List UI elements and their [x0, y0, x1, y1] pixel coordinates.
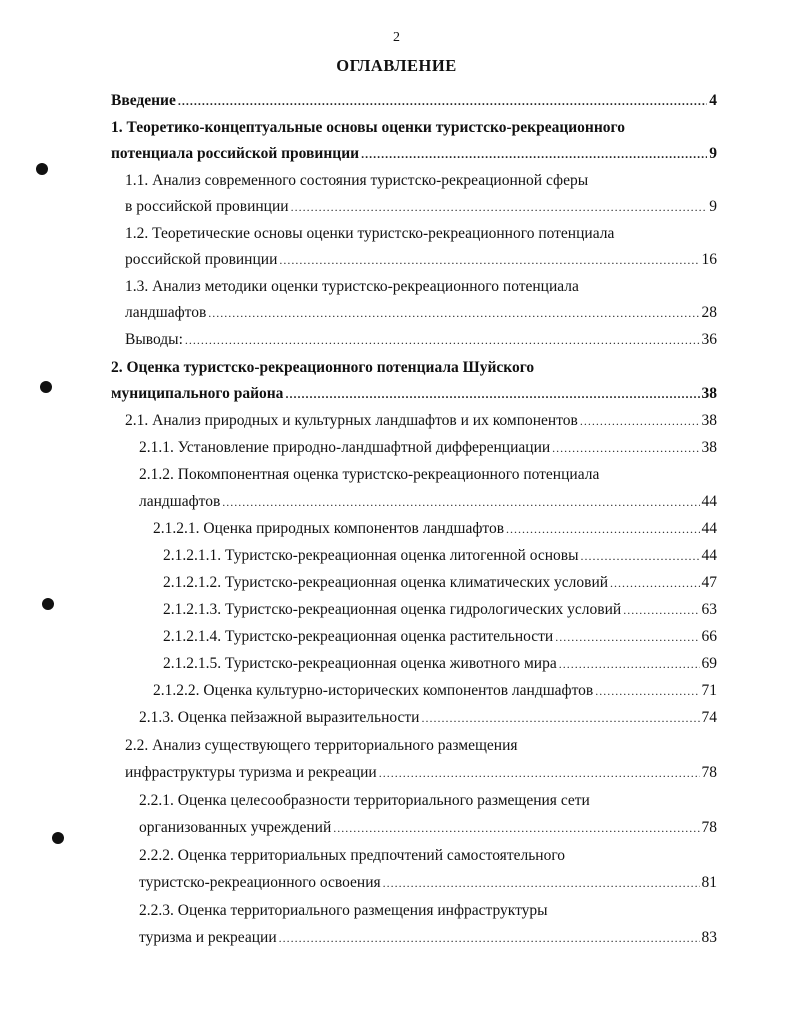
- toc-entry[interactable]: [111, 381, 717, 407]
- toc-entry-title: организованных учреждений: [139, 819, 332, 836]
- dot-leader: [178, 88, 707, 114]
- binder-hole-mark: [40, 381, 52, 393]
- dot-leader: [506, 516, 699, 542]
- toc-entry-title: 2.1.2.1.5. Туристско-рекреационная оценка животного мира: [163, 655, 557, 672]
- toc-entry-title: 2.1.2.1.2. Туристско-рекреационная оценка климатических условий: [163, 574, 609, 591]
- toc-entry-page: 63: [701, 601, 717, 618]
- toc-entry[interactable]: [125, 247, 717, 273]
- dot-leader: [610, 570, 699, 596]
- dot-leader: [552, 435, 699, 461]
- toc-entry-line: 2.1.2. Покомпонентная оценка туристско-рекреационного потенциала: [139, 466, 600, 483]
- toc-entry-page: 9: [709, 145, 717, 162]
- dot-leader: [279, 925, 700, 951]
- toc-entry-title: туристско-рекреационного освоения: [139, 874, 381, 891]
- toc-entry-title: ландшафтов: [125, 304, 207, 321]
- toc-entry-line: 1.2. Теоретические основы оценки туристско-рекреационного потенциала: [125, 225, 615, 242]
- toc-entry-page: 44: [701, 493, 717, 510]
- dot-leader: [559, 651, 700, 677]
- dot-leader: [361, 141, 707, 167]
- dot-leader: [279, 247, 699, 273]
- toc-entry[interactable]: [139, 870, 717, 896]
- toc-entry-title: Выводы:: [125, 331, 183, 348]
- toc-entry-page: 47: [701, 574, 717, 591]
- toc-entry-title: 2.1.1. Установление природно-ландшафтной дифференциации: [139, 439, 551, 456]
- toc-entry[interactable]: [163, 597, 717, 623]
- toc-entry-line: 2. Оценка туристско-рекреационного потенциала Шуйского: [111, 359, 535, 376]
- toc-entry-page: 38: [701, 439, 717, 456]
- toc-entry-title: Введение: [111, 92, 176, 109]
- dot-leader: [185, 327, 700, 353]
- toc-entry[interactable]: [125, 408, 717, 434]
- toc-entry[interactable]: [163, 651, 717, 677]
- toc-entry-title: ландшафтов: [139, 493, 221, 510]
- toc-entry-page: 28: [701, 304, 717, 321]
- toc-entry-title: 2.1.2.1.1. Туристско-рекреационная оценка литогенной основы: [163, 547, 579, 564]
- dot-leader: [580, 408, 700, 434]
- toc-entry[interactable]: [139, 489, 717, 515]
- toc-entry-page: 9: [709, 198, 717, 215]
- toc-entry-title: потенциала российской провинции: [111, 145, 360, 162]
- dot-leader: [291, 194, 708, 220]
- toc-entry-page: 69: [701, 655, 717, 672]
- toc-entry[interactable]: [163, 570, 717, 596]
- toc-entry-line: 2.2.1. Оценка целесообразности территориального размещения сети: [139, 792, 590, 809]
- toc-entry-page: 38: [701, 385, 717, 402]
- toc-entry-title: муниципального района: [111, 385, 284, 402]
- toc-entry-line: 2.2. Анализ существующего территориального размещения: [125, 737, 518, 754]
- toc-entry-page: 78: [701, 764, 717, 781]
- toc-entry-title: 2.1.2.1.4. Туристско-рекреационная оценка растительности: [163, 628, 554, 645]
- toc-entry-title: инфраструктуры туризма и рекреации: [125, 764, 377, 781]
- dot-leader: [285, 381, 699, 407]
- dot-leader: [222, 489, 699, 515]
- dot-leader: [383, 870, 700, 896]
- toc-entry[interactable]: [139, 815, 717, 841]
- binder-hole-mark: [36, 163, 48, 175]
- toc-entry[interactable]: [153, 678, 717, 704]
- toc-entry-page: 38: [701, 412, 717, 429]
- toc-entry[interactable]: [153, 516, 717, 542]
- toc-entry-page: 44: [701, 520, 717, 537]
- toc-entry-page: 66: [701, 628, 717, 645]
- toc-entry-line: 1.1. Анализ современного состояния туристско-рекреационной сферы: [125, 172, 589, 189]
- dot-leader: [379, 760, 700, 786]
- toc-entry-page: 74: [701, 709, 717, 726]
- toc-entry[interactable]: [111, 88, 717, 114]
- toc-entry[interactable]: [125, 194, 717, 220]
- dot-leader: [421, 705, 699, 731]
- toc-entry-page: 83: [701, 929, 717, 946]
- toc-entry-page: 81: [701, 874, 717, 891]
- toc-entry-title: в российской провинции: [125, 198, 289, 215]
- toc-entry-line: 2.2.3. Оценка территориального размещения инфраструктуры: [139, 902, 548, 919]
- toc-entry[interactable]: [139, 705, 717, 731]
- toc-entry[interactable]: [125, 760, 717, 786]
- toc-entry[interactable]: [163, 543, 717, 569]
- binder-hole-mark: [52, 832, 64, 844]
- toc-entry-line: 2.2.2. Оценка территориальных предпочтений самостоятельного: [139, 847, 566, 864]
- toc-entry-title: 2.1.2.2. Оценка культурно-исторических компонентов ландшафтов: [153, 682, 594, 699]
- toc-entry-page: 16: [701, 251, 717, 268]
- dot-leader: [595, 678, 699, 704]
- dot-leader: [581, 543, 700, 569]
- page-title: ОГЛАВЛЕНИЕ: [336, 56, 457, 75]
- dot-leader: [623, 597, 699, 623]
- toc-entry-title: 2.1. Анализ природных и культурных ландшафтов и их компонентов: [125, 412, 578, 429]
- toc-entry[interactable]: [139, 925, 717, 951]
- page-number: 2: [393, 30, 400, 45]
- toc-entry[interactable]: [111, 141, 717, 167]
- toc-entry[interactable]: [125, 327, 717, 353]
- toc-entry-page: 36: [701, 331, 717, 348]
- toc-entry-page: 4: [709, 92, 717, 109]
- binder-hole-mark: [42, 598, 54, 610]
- toc-entry-title: туризма и рекреации: [139, 929, 277, 946]
- dot-leader: [555, 624, 699, 650]
- toc-entry[interactable]: [125, 300, 717, 326]
- toc-entry-title: 2.1.3. Оценка пейзажной выразительности: [139, 709, 420, 726]
- toc-entry-line: 1.3. Анализ методики оценки туристско-рекреационного потенциала: [125, 278, 579, 295]
- toc-entry[interactable]: [139, 435, 717, 461]
- dot-leader: [208, 300, 699, 326]
- toc-entry-title: 2.1.2.1.3. Туристско-рекреационная оценка гидрологических условий: [163, 601, 622, 618]
- toc-entry[interactable]: [163, 624, 717, 650]
- toc-entry-page: 78: [701, 819, 717, 836]
- toc-entry-title: российской провинции: [125, 251, 278, 268]
- toc-entry-title: 2.1.2.1. Оценка природных компонентов ландшафтов: [153, 520, 505, 537]
- toc-entry-page: 71: [701, 682, 717, 699]
- dot-leader: [333, 815, 699, 841]
- toc-entry-line: 1. Теоретико-концептуальные основы оценки туристско-рекреационного: [111, 119, 625, 136]
- toc-entry-page: 44: [701, 547, 717, 564]
